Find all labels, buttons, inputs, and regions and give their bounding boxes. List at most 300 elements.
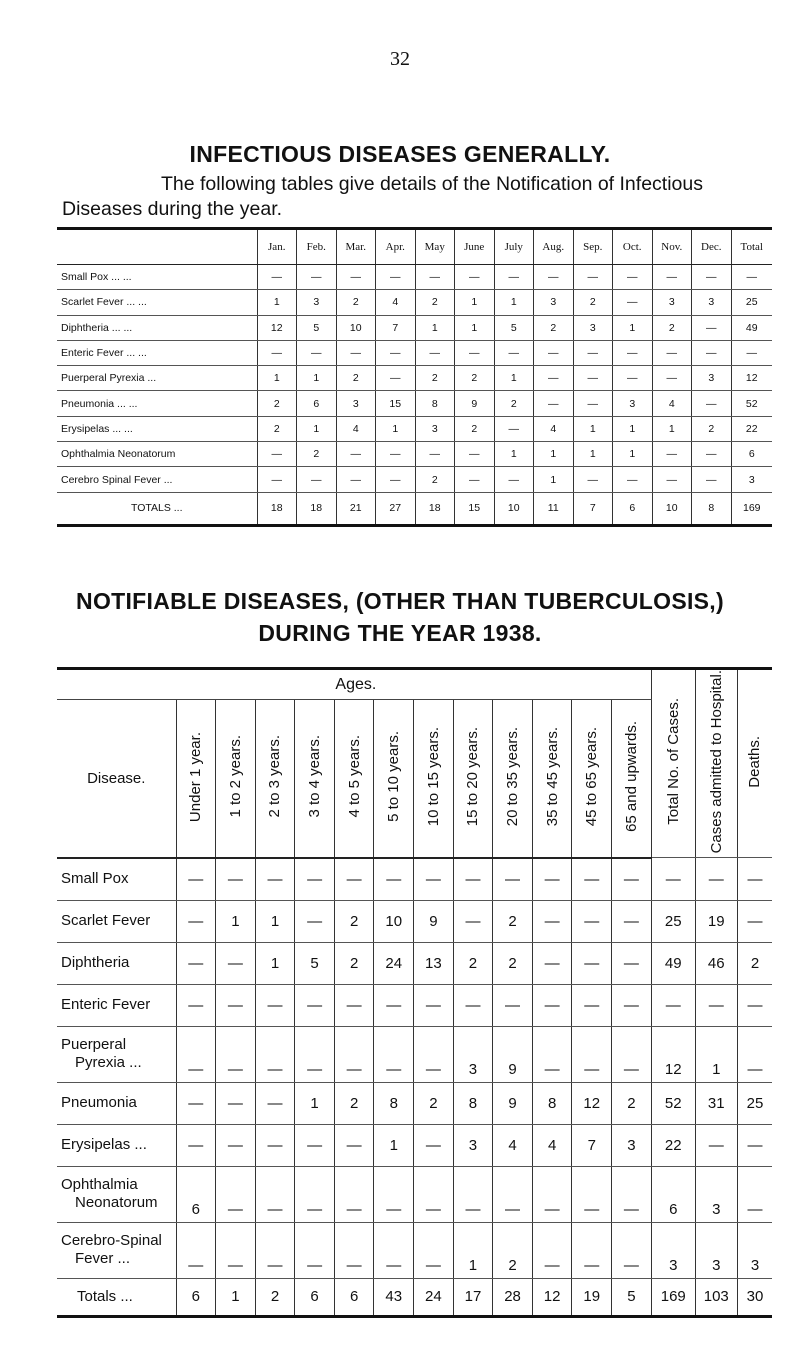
age-header-3	[295, 700, 335, 858]
count-cell: —	[295, 1222, 335, 1278]
count-cell: —	[493, 984, 533, 1026]
count-cell: 2	[692, 416, 732, 441]
disease-name	[57, 858, 176, 901]
count-cell: 24	[374, 942, 414, 984]
count-cell: 13	[414, 942, 454, 984]
count-cell: 2	[257, 391, 297, 416]
age-header-label: 65 and upwards.	[622, 721, 640, 833]
age-header-10	[572, 700, 612, 858]
count-cell: —	[494, 340, 534, 365]
count-cell: 2	[453, 942, 493, 984]
total-cell: 18	[297, 492, 337, 525]
table-row	[57, 942, 772, 984]
total-cell: 18	[415, 492, 455, 525]
disease-name	[57, 1166, 176, 1222]
disease-name-line1: Pneumonia	[61, 1094, 137, 1112]
age-header-label: 10 to 15 years.	[424, 726, 442, 827]
count-cell: —	[692, 467, 732, 492]
count-cell: 1	[494, 442, 534, 467]
count-cell: —	[613, 467, 653, 492]
count-cell: 1	[257, 366, 297, 391]
age-header-label: 2 to 3 years.	[266, 735, 284, 818]
count-cell: 2	[297, 442, 337, 467]
count-cell: —	[612, 1166, 652, 1222]
count-cell: —	[692, 442, 732, 467]
count-cell: —	[216, 942, 256, 984]
age-header-9	[532, 700, 572, 858]
count-cell: 25	[731, 290, 772, 315]
total-cell: 21	[336, 492, 376, 525]
count-cell: 19	[695, 900, 737, 942]
total-cell: 15	[455, 492, 495, 525]
count-cell: —	[695, 984, 737, 1026]
age-header-label: 45 to 65 years.	[583, 726, 601, 827]
count-cell: 2	[652, 315, 692, 340]
disease-name: Diphtheria ... ...	[57, 315, 257, 340]
count-cell: 25	[651, 900, 695, 942]
count-cell: 22	[731, 416, 772, 441]
count-cell: 2	[534, 315, 574, 340]
age-header-6	[414, 700, 454, 858]
table1-header-1: Feb.	[297, 229, 337, 265]
count-cell: —	[255, 1166, 295, 1222]
count-cell: 1	[695, 1026, 737, 1082]
count-cell: 12	[731, 366, 772, 391]
count-cell: —	[336, 265, 376, 290]
count-cell: 1	[613, 442, 653, 467]
count-cell: —	[692, 315, 732, 340]
age-header-7	[453, 700, 493, 858]
count-cell: —	[494, 265, 534, 290]
age-header-0	[176, 700, 216, 858]
count-cell: —	[532, 942, 572, 984]
total-cell: 169	[651, 1278, 695, 1316]
count-cell: 2	[334, 942, 374, 984]
count-cell: —	[295, 1166, 335, 1222]
disease-header: Disease.	[57, 700, 176, 858]
count-cell: —	[255, 1026, 295, 1082]
count-cell: 1	[297, 366, 337, 391]
total-cell: 6	[295, 1278, 335, 1316]
count-cell: —	[652, 467, 692, 492]
age-distribution-table	[57, 667, 772, 1318]
count-cell: —	[731, 265, 772, 290]
age-header-label: 1 to 2 years.	[226, 735, 244, 818]
total-cell: 12	[532, 1278, 572, 1316]
count-cell: —	[176, 1222, 216, 1278]
disease-name-line2: Neonatorum	[75, 1194, 158, 1212]
intro-paragraph	[62, 172, 772, 222]
count-cell: 3	[612, 1124, 652, 1166]
count-cell: 1	[374, 1124, 414, 1166]
age-header-8	[493, 700, 533, 858]
count-cell: —	[374, 984, 414, 1026]
count-cell: 5	[494, 315, 534, 340]
total-cell: 7	[573, 492, 613, 525]
total-cell: 6	[334, 1278, 374, 1316]
disease-name: Pneumonia ... ...	[57, 391, 257, 416]
age-header-label: Under 1 year.	[187, 731, 205, 822]
count-cell: —	[295, 858, 335, 901]
count-cell: —	[573, 366, 613, 391]
count-cell: 8	[374, 1082, 414, 1124]
count-cell: —	[532, 1166, 572, 1222]
count-cell: —	[572, 1026, 612, 1082]
count-cell: —	[692, 391, 732, 416]
disease-name-line1: Ophthalmia	[61, 1176, 138, 1194]
total-cell: 30	[737, 1278, 772, 1316]
count-cell: —	[295, 984, 335, 1026]
table1-header-disease	[57, 229, 257, 265]
count-cell: —	[652, 340, 692, 365]
count-cell: 12	[651, 1026, 695, 1082]
age-header-label: 4 to 5 years.	[345, 735, 363, 818]
count-cell: —	[534, 265, 574, 290]
count-cell: 49	[651, 942, 695, 984]
count-cell: 1	[453, 1222, 493, 1278]
count-cell: —	[414, 1222, 454, 1278]
table-row	[57, 900, 772, 942]
count-cell: 3	[731, 467, 772, 492]
count-cell: —	[572, 984, 612, 1026]
total-cases-header: Total No. of Cases.	[651, 669, 695, 858]
count-cell: —	[336, 340, 376, 365]
count-cell: —	[216, 858, 256, 901]
count-cell: —	[176, 1082, 216, 1124]
table-row	[57, 984, 772, 1026]
count-cell: 52	[731, 391, 772, 416]
count-cell: —	[216, 1222, 256, 1278]
heading-infectious-diseases: INFECTIOUS DISEASES GENERALLY.	[189, 141, 611, 167]
count-cell: 1	[455, 315, 495, 340]
count-cell: —	[573, 467, 613, 492]
disease-name: Cerebro Spinal Fever ...	[57, 467, 257, 492]
count-cell: —	[695, 1124, 737, 1166]
count-cell: —	[176, 1124, 216, 1166]
count-cell: —	[612, 900, 652, 942]
totals-row	[57, 492, 772, 525]
table1-header-12: Total	[731, 229, 772, 265]
count-cell: —	[257, 442, 297, 467]
count-cell: —	[295, 1124, 335, 1166]
count-cell: 2	[334, 900, 374, 942]
count-cell: 5	[295, 942, 335, 984]
count-cell: 4	[532, 1124, 572, 1166]
count-cell: —	[532, 1222, 572, 1278]
disease-name: Erysipelas ... ...	[57, 416, 257, 441]
total-cell: 6	[613, 492, 653, 525]
count-cell: —	[376, 340, 416, 365]
table-row	[57, 290, 772, 315]
count-cell: —	[613, 340, 653, 365]
count-cell: —	[534, 340, 574, 365]
count-cell: 9	[455, 391, 495, 416]
count-cell: —	[453, 1166, 493, 1222]
count-cell: 3	[651, 1222, 695, 1278]
disease-name: Small Pox ... ...	[57, 265, 257, 290]
count-cell: —	[613, 265, 653, 290]
count-cell: 4	[376, 290, 416, 315]
count-cell: —	[737, 900, 772, 942]
disease-name-line1: Erysipelas ...	[61, 1136, 147, 1154]
count-cell: 1	[255, 942, 295, 984]
count-cell: —	[572, 942, 612, 984]
count-cell: —	[414, 1124, 454, 1166]
count-cell: —	[494, 416, 534, 441]
total-cell: 11	[534, 492, 574, 525]
count-cell: 1	[415, 315, 455, 340]
count-cell: —	[534, 391, 574, 416]
table-row	[57, 1166, 772, 1222]
total-cell: 24	[414, 1278, 454, 1316]
total-cell: 2	[255, 1278, 295, 1316]
total-cell: 10	[494, 492, 534, 525]
total-cell: 28	[493, 1278, 533, 1316]
count-cell: 2	[573, 290, 613, 315]
table1-header-4: May	[415, 229, 455, 265]
count-cell: 2	[455, 366, 495, 391]
table1-header-9: Oct.	[613, 229, 653, 265]
count-cell: —	[572, 900, 612, 942]
count-cell: —	[572, 1166, 612, 1222]
count-cell: —	[572, 858, 612, 901]
count-cell: —	[532, 984, 572, 1026]
count-cell: 1	[494, 366, 534, 391]
count-cell: —	[692, 265, 732, 290]
deaths-header: Deaths.	[737, 669, 772, 858]
count-cell: 2	[334, 1082, 374, 1124]
count-cell: —	[415, 265, 455, 290]
count-cell: —	[336, 442, 376, 467]
table1-header-6: July	[494, 229, 534, 265]
count-cell: 9	[493, 1026, 533, 1082]
count-cell: —	[415, 442, 455, 467]
total-cell: 8	[692, 492, 732, 525]
count-cell: 7	[572, 1124, 612, 1166]
disease-name-line1: Cerebro-Spinal	[61, 1232, 162, 1250]
count-cell: —	[612, 858, 652, 901]
heading-year: DURING THE YEAR 1938.	[258, 620, 542, 646]
count-cell: 15	[376, 391, 416, 416]
count-cell: —	[257, 340, 297, 365]
count-cell: —	[176, 858, 216, 901]
count-cell: 1	[376, 416, 416, 441]
count-cell: 2	[414, 1082, 454, 1124]
count-cell: 1	[613, 416, 653, 441]
disease-name-line1: Enteric Fever	[61, 996, 151, 1014]
count-cell: —	[652, 265, 692, 290]
count-cell: —	[612, 1222, 652, 1278]
table2-body	[57, 858, 772, 1317]
count-cell: —	[255, 1082, 295, 1124]
table1-header-0: Jan.	[257, 229, 297, 265]
count-cell: —	[652, 366, 692, 391]
count-cell: 3	[336, 391, 376, 416]
count-cell: —	[651, 984, 695, 1026]
count-cell: —	[414, 1166, 454, 1222]
count-cell: —	[737, 1124, 772, 1166]
count-cell: —	[376, 467, 416, 492]
count-cell: 12	[572, 1082, 612, 1124]
count-cell: 1	[295, 1082, 335, 1124]
table-row	[57, 467, 772, 492]
count-cell: —	[532, 900, 572, 942]
table1-header-11: Dec.	[692, 229, 732, 265]
count-cell: —	[453, 858, 493, 901]
table-row	[57, 1222, 772, 1278]
count-cell: —	[297, 265, 337, 290]
count-cell: 12	[257, 315, 297, 340]
count-cell: —	[414, 1026, 454, 1082]
count-cell: 1	[534, 467, 574, 492]
count-cell: —	[453, 900, 493, 942]
count-cell: —	[176, 900, 216, 942]
count-cell: —	[176, 1026, 216, 1082]
disease-name: Puerperal Pyrexia ...	[57, 366, 257, 391]
count-cell: 3	[453, 1124, 493, 1166]
count-cell: 1	[257, 290, 297, 315]
count-cell: 5	[297, 315, 337, 340]
count-cell: —	[731, 340, 772, 365]
count-cell: 3	[692, 290, 732, 315]
count-cell: 3	[573, 315, 613, 340]
count-cell: 8	[453, 1082, 493, 1124]
disease-name-line1: Scarlet Fever	[61, 912, 151, 930]
age-header-label: 15 to 20 years.	[464, 726, 482, 827]
count-cell: 1	[573, 442, 613, 467]
disease-name	[57, 1124, 176, 1166]
count-cell: —	[695, 858, 737, 901]
count-cell: —	[176, 984, 216, 1026]
count-cell: 4	[652, 391, 692, 416]
count-cell: —	[216, 1026, 256, 1082]
count-cell: 6	[176, 1166, 216, 1222]
count-cell: 22	[651, 1124, 695, 1166]
count-cell: —	[255, 858, 295, 901]
count-cell: —	[455, 467, 495, 492]
total-cell: 5	[612, 1278, 652, 1316]
totals-row	[57, 1278, 772, 1316]
total-cell: 27	[376, 492, 416, 525]
count-cell: —	[376, 442, 416, 467]
count-cell: 1	[297, 416, 337, 441]
disease-name: Scarlet Fever ... ...	[57, 290, 257, 315]
count-cell: 2	[415, 467, 455, 492]
table-row	[57, 1124, 772, 1166]
table2-ages-row	[57, 669, 772, 700]
count-cell: —	[216, 1082, 256, 1124]
count-cell: —	[612, 984, 652, 1026]
age-header-2	[255, 700, 295, 858]
count-cell: —	[494, 467, 534, 492]
count-cell: 8	[415, 391, 455, 416]
disease-name: Enteric Fever ... ...	[57, 340, 257, 365]
count-cell: —	[737, 1026, 772, 1082]
age-header-4	[334, 700, 374, 858]
count-cell: 46	[695, 942, 737, 984]
count-cell: 2	[455, 416, 495, 441]
heading-notifiable-diseases: NOTIFIABLE DISEASES, (OTHER THAN TUBERCULOSIS,)	[76, 588, 724, 614]
count-cell: 52	[651, 1082, 695, 1124]
count-cell: —	[295, 900, 335, 942]
age-header-label: 20 to 35 years.	[503, 726, 521, 827]
count-cell: —	[297, 340, 337, 365]
ages-label: Ages.	[57, 669, 651, 700]
table-row	[57, 366, 772, 391]
count-cell: —	[334, 1166, 374, 1222]
count-cell: 49	[731, 315, 772, 340]
count-cell: —	[334, 858, 374, 901]
hospital-header: Cases admitted to Hospital.	[695, 669, 737, 858]
count-cell: —	[532, 1026, 572, 1082]
table1-header-10: Nov.	[652, 229, 692, 265]
count-cell: —	[216, 1166, 256, 1222]
count-cell: 4	[493, 1124, 533, 1166]
total-cell: 1	[216, 1278, 256, 1316]
table-row	[57, 442, 772, 467]
count-cell: 9	[414, 900, 454, 942]
count-cell: 1	[494, 290, 534, 315]
total-cell: 17	[453, 1278, 493, 1316]
total-cell: 19	[572, 1278, 612, 1316]
count-cell: —	[573, 340, 613, 365]
table-row	[57, 315, 772, 340]
count-cell: —	[737, 1166, 772, 1222]
age-header-label: 35 to 45 years.	[543, 726, 561, 827]
count-cell: —	[613, 366, 653, 391]
count-cell: —	[455, 340, 495, 365]
count-cell: 1	[216, 900, 256, 942]
count-cell: 6	[297, 391, 337, 416]
intro-line-1: The following tables give details of the Notification of Infectious	[161, 173, 703, 195]
count-cell: 1	[652, 416, 692, 441]
count-cell: 3	[453, 1026, 493, 1082]
count-cell: —	[297, 467, 337, 492]
count-cell: —	[336, 467, 376, 492]
count-cell: —	[216, 1124, 256, 1166]
disease-name-line2: Fever ...	[75, 1250, 131, 1268]
table1-header-7: Aug.	[534, 229, 574, 265]
count-cell: 3	[695, 1166, 737, 1222]
disease-name	[57, 1222, 176, 1278]
count-cell: 3	[613, 391, 653, 416]
count-cell: —	[613, 290, 653, 315]
disease-name	[57, 1082, 176, 1124]
count-cell: —	[255, 1222, 295, 1278]
count-cell: —	[651, 858, 695, 901]
table1-header-3: Apr.	[376, 229, 416, 265]
table1-header-row	[57, 229, 772, 265]
count-cell: 1	[455, 290, 495, 315]
count-cell: —	[532, 858, 572, 901]
count-cell: 2	[415, 290, 455, 315]
count-cell: —	[374, 1222, 414, 1278]
total-cell: 43	[374, 1278, 414, 1316]
count-cell: 1	[613, 315, 653, 340]
count-cell: 2	[493, 1222, 533, 1278]
count-cell: —	[374, 1166, 414, 1222]
count-cell: 2	[612, 1082, 652, 1124]
age-header-1	[216, 700, 256, 858]
count-cell: —	[334, 1026, 374, 1082]
disease-name-line2: Pyrexia ...	[75, 1054, 142, 1072]
count-cell: 3	[534, 290, 574, 315]
count-cell: 10	[374, 900, 414, 942]
totals-label: TOTALS ...	[57, 492, 257, 525]
count-cell: 7	[376, 315, 416, 340]
count-cell: 4	[534, 416, 574, 441]
count-cell: —	[415, 340, 455, 365]
